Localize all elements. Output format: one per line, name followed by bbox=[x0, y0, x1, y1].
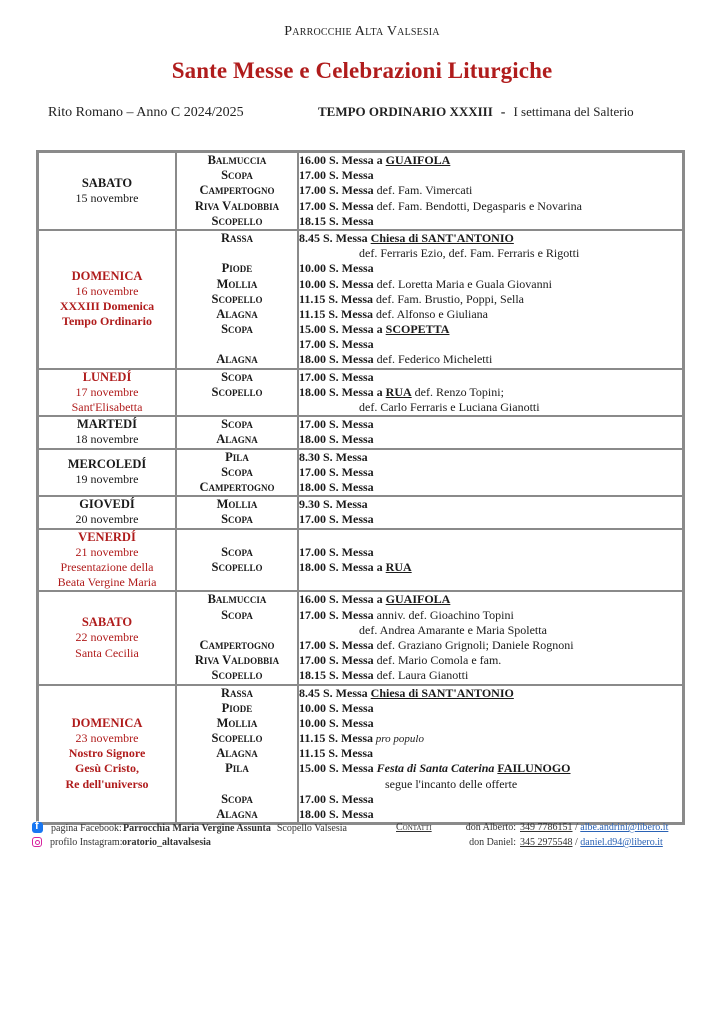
day-cell bbox=[38, 496, 177, 528]
mass-time: 17.00 S. Messa bbox=[299, 653, 374, 668]
mass-location: SCOPETTA bbox=[385, 322, 450, 337]
day-date: 21 novembre bbox=[75, 544, 139, 559]
place-name: Rassa bbox=[220, 685, 254, 700]
mass-time: 17.00 S. Messa bbox=[299, 791, 374, 806]
day-name: GIOVEDÍ bbox=[79, 497, 135, 512]
place-name: Scopello bbox=[211, 731, 263, 746]
day-name: SABATO bbox=[81, 175, 133, 190]
mass-time: 10.00 S. Messa bbox=[299, 715, 374, 730]
mass-time: 18.00 S. Messa bbox=[299, 480, 374, 495]
place-name: Alagna bbox=[216, 807, 258, 822]
mass-intention: def. Loretta Maria e Guala Giovanni bbox=[373, 276, 552, 291]
place-name: Scopa bbox=[221, 168, 253, 183]
day-name: VENERDÍ bbox=[78, 529, 136, 544]
mass-time: 17.00 S. Messa bbox=[299, 637, 374, 652]
mass-entry bbox=[299, 560, 682, 575]
places-cell bbox=[176, 230, 298, 369]
mass-time: 16.00 S. Messa bbox=[299, 153, 374, 167]
mass-time: 10.00 S. Messa bbox=[299, 261, 374, 276]
masses-cell bbox=[298, 369, 684, 417]
mass-time: 17.00 S. Messa bbox=[299, 337, 374, 352]
place-name: Pila bbox=[225, 761, 249, 776]
liturgical-subtitle bbox=[48, 104, 688, 121]
instagram-label: profilo Instagram: bbox=[50, 837, 123, 848]
place-name bbox=[177, 623, 297, 638]
day-name: MERCOLEDÍ bbox=[67, 457, 147, 472]
place-name: Alagna bbox=[216, 432, 258, 447]
mass-intention: def. Renzo Topini; bbox=[411, 384, 504, 399]
mass-time: 16.00 S. Messa bbox=[299, 592, 374, 607]
mass-time: 17.00 S. Messa bbox=[299, 417, 374, 432]
day-feast: Tempo Ordinario bbox=[62, 314, 152, 329]
mass-time: 18.00 S. Messa bbox=[299, 384, 374, 399]
psalter-week: I settimana del Salterio bbox=[513, 104, 634, 119]
day-feast: Santa Cecilia bbox=[75, 645, 139, 660]
place-name: Scopa bbox=[221, 417, 253, 432]
masses-cell bbox=[298, 529, 684, 592]
separator: - bbox=[500, 105, 506, 120]
place-name: Balmuccia bbox=[207, 153, 267, 167]
place-name: Campertogno bbox=[199, 480, 275, 495]
contact-row bbox=[396, 837, 668, 852]
mass-entry bbox=[299, 512, 682, 527]
mass-entry bbox=[299, 608, 682, 623]
mass-entry bbox=[299, 261, 682, 276]
day-date: 16 novembre bbox=[75, 284, 139, 299]
day-name: SABATO bbox=[81, 615, 133, 630]
place-name: Balmuccia bbox=[207, 592, 267, 607]
day-feast: Re dell'universo bbox=[65, 776, 149, 791]
day-feast: XXXIII Domenica bbox=[59, 299, 155, 314]
place-name: Scopello bbox=[211, 384, 263, 399]
place-name: Scopello bbox=[211, 213, 263, 228]
place-name bbox=[177, 337, 297, 352]
mass-time: 8.45 S. Messa bbox=[299, 685, 368, 700]
day-date: 17 novembre bbox=[75, 384, 139, 399]
mass-location: Chiesa di SANT'ANTONIO bbox=[370, 230, 514, 245]
mass-time: 15.00 S. Messa bbox=[299, 322, 374, 337]
contact-email[interactable]: albe.andrini@libero.it bbox=[580, 822, 669, 833]
instagram-icon[interactable] bbox=[32, 837, 42, 847]
mass-time: 10.00 S. Messa bbox=[299, 700, 374, 715]
day-date: 19 novembre bbox=[75, 472, 139, 487]
mass-entry bbox=[299, 385, 682, 400]
places-cell bbox=[176, 152, 298, 230]
mass-preposition: a bbox=[373, 322, 386, 337]
facebook-page-name[interactable]: Parrocchia Maria Vergine Assunta bbox=[123, 823, 271, 834]
contacts-block bbox=[396, 822, 668, 852]
mass-note-continuation: segue l'incanto delle offerte bbox=[385, 776, 518, 791]
place-name bbox=[177, 400, 297, 415]
liturgical-season: TEMPO ORDINARIO XXXIII bbox=[318, 104, 493, 119]
mass-time: 8.45 S. Messa bbox=[299, 230, 368, 245]
place-name: Scopello bbox=[211, 291, 263, 306]
mass-entry bbox=[299, 731, 682, 746]
schedule-day-row bbox=[38, 685, 684, 824]
mass-time: 17.00 S. Messa bbox=[299, 369, 374, 384]
mass-time: 17.00 S. Messa bbox=[299, 198, 374, 213]
mass-entry bbox=[299, 153, 682, 168]
place-name: Mollia bbox=[216, 276, 258, 291]
mass-entry bbox=[299, 183, 682, 198]
mass-intention: anniv. def. Gioachino Topini bbox=[373, 607, 514, 622]
mass-time: 18.15 S. Messa bbox=[299, 213, 374, 228]
mass-time: 8.30 S. Messa bbox=[299, 449, 368, 464]
mass-time: 11.15 S. Messa bbox=[299, 731, 374, 746]
schedule-day-row bbox=[38, 496, 684, 528]
mass-entry bbox=[299, 701, 682, 716]
day-name: LUNEDÍ bbox=[82, 369, 132, 384]
masses-cell bbox=[298, 496, 684, 528]
day-cell bbox=[38, 416, 177, 448]
mass-entry bbox=[299, 322, 682, 337]
mass-preposition: a bbox=[373, 384, 386, 399]
mass-entry bbox=[299, 792, 682, 807]
place-name: Scopa bbox=[221, 322, 253, 337]
place-name: Campertogno bbox=[199, 183, 275, 198]
mass-time: 18.00 S. Messa bbox=[299, 807, 374, 822]
mass-entry bbox=[299, 746, 682, 761]
mass-time: 9.30 S. Messa bbox=[299, 497, 368, 512]
mass-location: RUA bbox=[385, 384, 412, 399]
mass-location: GUAIFOLA bbox=[385, 592, 451, 607]
mass-entry bbox=[299, 480, 682, 495]
mass-intention: pro populo bbox=[373, 733, 424, 746]
place-name: Alagna bbox=[216, 746, 258, 761]
mass-entry bbox=[299, 417, 682, 432]
day-date: 22 novembre bbox=[75, 630, 139, 645]
mass-entry bbox=[299, 432, 682, 447]
places-cell bbox=[176, 369, 298, 417]
day-cell bbox=[38, 449, 177, 497]
mass-entry bbox=[299, 199, 682, 214]
place-name: Scopa bbox=[221, 512, 253, 527]
masses-cell bbox=[298, 449, 684, 497]
places-cell bbox=[176, 591, 298, 684]
mass-entry bbox=[299, 807, 682, 822]
place-name: Alagna bbox=[216, 306, 258, 321]
mass-time: 17.00 S. Messa bbox=[299, 512, 374, 527]
mass-intention: def. Laura Gianotti bbox=[373, 668, 469, 683]
place-name: Campertogno bbox=[199, 637, 275, 652]
mass-intention: def. Alfonso e Giuliana bbox=[373, 306, 488, 321]
day-name: DOMENICA bbox=[71, 715, 143, 730]
mass-entry bbox=[299, 292, 682, 307]
mass-preposition: a bbox=[373, 153, 386, 167]
mass-time: 10.00 S. Messa bbox=[299, 276, 374, 291]
schedule-day-row bbox=[38, 529, 684, 592]
day-date: 18 novembre bbox=[75, 432, 139, 447]
mass-time: 17.00 S. Messa bbox=[299, 464, 374, 479]
place-name: Mollia bbox=[216, 497, 258, 512]
day-feast: Sant'Elisabetta bbox=[71, 400, 143, 415]
place-name: Scopa bbox=[221, 607, 253, 622]
day-date: 23 novembre bbox=[75, 731, 139, 746]
contact-phone[interactable]: 345 2975548 bbox=[520, 837, 573, 848]
mass-time: 18.15 S. Messa bbox=[299, 668, 374, 683]
contact-separator: / bbox=[572, 822, 581, 833]
mass-entry bbox=[299, 592, 682, 607]
mass-time: 17.00 S. Messa bbox=[299, 607, 374, 622]
mass-time: 11.15 S. Messa bbox=[299, 306, 374, 321]
schedule-day-row bbox=[38, 591, 684, 684]
contact-name: don Alberto: bbox=[465, 822, 516, 833]
mass-location: GUAIFOLA bbox=[385, 153, 451, 167]
mass-entry bbox=[299, 370, 682, 385]
place-name: Riva Valdobbia bbox=[194, 198, 280, 213]
place-name: Riva Valdobbia bbox=[194, 653, 280, 668]
mass-preposition: a bbox=[373, 560, 386, 575]
mass-location: RUA bbox=[385, 560, 412, 575]
mass-intention: def. Fam. Vimercati bbox=[373, 183, 473, 198]
contact-row bbox=[396, 822, 668, 837]
facebook-page-suffix: Scopello Valsesia bbox=[276, 823, 347, 834]
mass-entry bbox=[299, 497, 682, 512]
mass-entry bbox=[299, 638, 682, 653]
place-name: Piode bbox=[221, 261, 253, 276]
day-cell bbox=[38, 230, 177, 369]
mass-entry bbox=[299, 277, 682, 292]
mass-time: 18.00 S. Messa bbox=[299, 560, 374, 575]
place-name: Scopa bbox=[221, 369, 253, 384]
places-cell bbox=[176, 449, 298, 497]
mass-time: 18.00 S. Messa bbox=[299, 352, 374, 367]
masses-cell bbox=[298, 416, 684, 448]
day-feast: Gesù Cristo, bbox=[75, 761, 139, 776]
masses-cell bbox=[298, 230, 684, 369]
mass-time: 15.00 S. Messa bbox=[299, 761, 374, 776]
day-date: 20 novembre bbox=[75, 512, 139, 527]
place-name: Alagna bbox=[216, 352, 258, 367]
mass-entry bbox=[299, 545, 682, 560]
mass-entry bbox=[299, 465, 682, 480]
mass-time: 11.15 S. Messa bbox=[299, 291, 374, 306]
place-name: Pila bbox=[225, 449, 249, 464]
contact-email[interactable]: daniel.d94@libero.it bbox=[580, 837, 663, 848]
instagram-handle[interactable]: oratorio_altavalsesia bbox=[122, 837, 211, 848]
contact-phone[interactable]: 349 7786151 bbox=[520, 822, 573, 833]
day-cell bbox=[38, 152, 177, 230]
mass-feast: Festa di Santa Caterina bbox=[373, 761, 498, 776]
places-cell bbox=[176, 496, 298, 528]
footer bbox=[32, 822, 692, 852]
places-cell bbox=[176, 416, 298, 448]
day-name: DOMENICA bbox=[71, 268, 143, 283]
mass-intention: def. Federico Micheletti bbox=[373, 352, 493, 367]
mass-entry bbox=[299, 668, 682, 683]
place-name: Scopello bbox=[211, 668, 263, 683]
place-name bbox=[177, 246, 297, 261]
mass-time: 17.00 S. Messa bbox=[299, 183, 374, 198]
mass-note-continuation: def. Ferraris Ezio, def. Fam. Ferraris e Rigotti bbox=[359, 246, 580, 261]
mass-entry bbox=[299, 307, 682, 322]
place-name: Scopa bbox=[221, 791, 253, 806]
day-feast: Beata Vergine Maria bbox=[57, 575, 157, 590]
schedule-day-row bbox=[38, 369, 684, 417]
schedule-day-row bbox=[38, 152, 684, 230]
mass-time: 17.00 S. Messa bbox=[299, 544, 374, 559]
day-cell bbox=[38, 369, 177, 417]
mass-entry bbox=[299, 716, 682, 731]
mass-entry bbox=[299, 761, 682, 776]
mass-location: Chiesa di SANT'ANTONIO bbox=[370, 685, 514, 700]
page-title: Sante Messe e Celebrazioni Liturgiche bbox=[171, 58, 553, 83]
place-name: Mollia bbox=[216, 715, 258, 730]
contacts-label: Contatti bbox=[396, 822, 432, 833]
schedule-day-row bbox=[38, 449, 684, 497]
day-name: MARTEDÍ bbox=[77, 417, 137, 432]
places-cell bbox=[176, 529, 298, 592]
mass-entry bbox=[299, 214, 682, 229]
day-feast: Nostro Signore bbox=[68, 746, 146, 761]
schedule-day-row bbox=[38, 230, 684, 369]
day-cell bbox=[38, 685, 177, 824]
mass-note-continuation: def. Carlo Ferraris e Luciana Gianotti bbox=[359, 400, 540, 415]
organization-name: Parrocchie Alta Valsesia bbox=[284, 24, 440, 39]
mass-entry bbox=[299, 337, 682, 352]
mass-entry bbox=[299, 653, 682, 668]
place-name: Scopa bbox=[221, 544, 253, 559]
mass-time: 18.00 S. Messa bbox=[299, 432, 374, 447]
place-name: Piode bbox=[221, 700, 253, 715]
place-name: Scopa bbox=[221, 464, 253, 479]
day-date: 15 novembre bbox=[75, 190, 139, 205]
contact-name: don Daniel: bbox=[469, 837, 516, 848]
schedule-day-row bbox=[38, 416, 684, 448]
place-name: Rassa bbox=[220, 230, 254, 245]
facebook-icon[interactable] bbox=[32, 822, 43, 833]
masses-cell bbox=[298, 685, 684, 824]
mass-entry bbox=[299, 231, 682, 246]
mass-preposition: a bbox=[373, 592, 386, 607]
day-cell bbox=[38, 529, 177, 592]
mass-intention: def. Mario Comola e fam. bbox=[373, 653, 502, 668]
mass-entry bbox=[299, 450, 682, 465]
mass-time: 17.00 S. Messa bbox=[299, 168, 374, 183]
day-cell bbox=[38, 591, 177, 684]
place-name bbox=[177, 777, 297, 792]
facebook-label: pagina Facebook: bbox=[51, 823, 122, 834]
mass-entry bbox=[299, 352, 682, 367]
mass-note-continuation: def. Andrea Amarante e Maria Spoletta bbox=[359, 622, 547, 637]
mass-time: 11.15 S. Messa bbox=[299, 746, 374, 761]
mass-location: FAILUNOGO bbox=[497, 761, 571, 776]
masses-cell bbox=[298, 591, 684, 684]
mass-intention: def. Graziano Grignoli; Daniele Rognoni bbox=[373, 637, 574, 652]
mass-entry bbox=[299, 168, 682, 183]
contact-separator: / bbox=[572, 837, 581, 848]
mass-schedule-table bbox=[36, 150, 685, 825]
rite-year: Rito Romano – Anno C 2024/2025 bbox=[48, 105, 244, 120]
day-feast: Presentazione della bbox=[60, 560, 154, 575]
masses-cell bbox=[298, 152, 684, 230]
mass-entry bbox=[299, 686, 682, 701]
mass-intention: def. Fam. Brustio, Poppi, Sella bbox=[373, 291, 525, 306]
places-cell bbox=[176, 685, 298, 824]
place-name: Scopello bbox=[211, 560, 263, 575]
mass-intention: def. Fam. Bendotti, Degasparis e Novarina bbox=[373, 198, 582, 213]
